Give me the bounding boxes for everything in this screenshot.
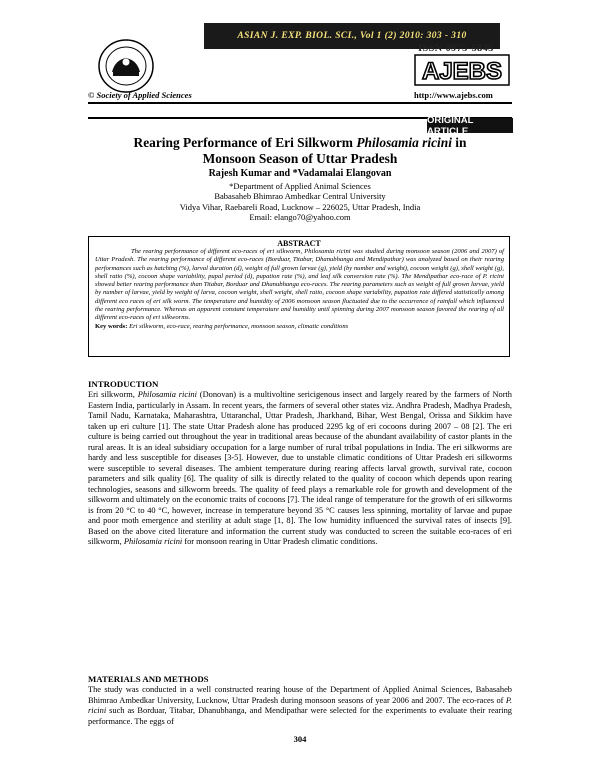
abstract-text: The rearing performance of different eco-races of eri silkworm, Philosamia ricini was studied during monsoon season (2006 and 2007) of Uttar Pradesh. The rearing performance of different eco-races (Borduar, Titabar, Dhanubhanga and Mendipathar) was analyzed based on their rearing performances such as hatching (%), larval duration (d), weight of full grown larvae (g), yield (by number and weight), cocoon weight (g), shell weight (g), shell ratio (%), cocoon shape variability, pupal period (d), pupation rate (%), and leaf silk conversion rate (%). The Mendipathar eco-race of P. ricini showed better rearing performance than Titabar, Borduar and Dhanubhanga eco-races. The rearing parameters such as weight of full grown larvae, yield by number of larvae, yield by weight of larva, cocoon weight, shell weight, shell ratio, cocoon shape variability, pupation rate differed statistically among different eco races of eri silk worm. The temperature and humidity of 2006 monsoon season fluctuated due to the occurrence of rainfall which influenced the rearing performance. Whereas an apparent constant temperature and humidity until spinning during 2007 monsoon season favored the rearing of all different eco-races of eri silkworms. — [95, 248, 504, 322]
introduction-body — [88, 390, 512, 548]
affiliation-block — [88, 181, 512, 222]
author-list: Rajesh Kumar and *Vadamalai Elangovan — [208, 168, 392, 179]
keywords-label: Key words: — [95, 322, 128, 330]
intro-text-start: Eri silkworm, — [88, 390, 138, 399]
article-type-badge — [427, 114, 513, 137]
affiliation-university: Babasaheb Bhimrao Ambedkar Central University — [214, 191, 386, 202]
page-number: 304 — [293, 734, 307, 744]
affiliation-email: Email: elango70@yahoo.com — [249, 211, 351, 222]
methods-text-start: The study was conducted in a well constructed rearing house of the Department of Applied Animal Sciences, Babasaheb Bhimrao Ambedkar University, Lucknow, Uttar Pradesh during monsoon seasons of year 2006 and 2007. The eco-races of — [88, 685, 512, 705]
intro-species: Philosamia ricini — [137, 390, 197, 399]
abstract-heading: ABSTRACT — [277, 239, 321, 248]
ajebs-logo — [414, 54, 510, 86]
society-copyright: © Society of Applied Sciences — [88, 90, 192, 100]
methods-species: P. ricini — [88, 695, 512, 715]
keywords-list: Eri silkworm, eco-race, rearing performance, monsoon season, climatic conditions — [127, 322, 349, 330]
methods-paragraph — [88, 685, 512, 727]
keywords-line — [95, 323, 504, 331]
ajebs-logo-icon — [414, 54, 510, 86]
journal-citation: ASIAN J. EXP. BIOL. SCI., Vol 1 (2) 2010: 303 - 310 — [237, 31, 467, 41]
title-line1-post: in — [451, 135, 467, 150]
introduction-heading: INTRODUCTION — [88, 379, 159, 389]
ajebs-logo-text: AJEBS — [421, 58, 503, 85]
title-line2: Monsoon Season of Uttar Pradesh — [202, 150, 398, 166]
introduction-paragraph — [88, 390, 512, 548]
intro-text-mid: (Donovan) is a multivoltine sericigenous insect and largely reared by the farmers of North Eastern India, particularly in Assam. In recent years, the farmers of several other states viz. Andhra Pradesh, Madhya Pradesh, Tamil Nadu, Karnataka, Maharashtra, Uttaranchal, Uttar Pradesh, Jharkhand, Bihar, West Bengal, Orissa and Sikkim have taken up eri culture [1]. The state Uttar Pradesh alone has produced 2295 kg of eri cocoons during 2007 – 08 [2]. The eri culture is being carried out throughout the year in traditional areas because of the abundant availability of castor plants in the rural areas. It is an ideal subsidiary occupation for a large number of rural tribal populations in India. The eri silkworms are hardy and less susceptible for diseases [3-5]. However, due to unstable climatic conditions of Uttar Pradesh eri silkworms were susceptible to several diseases. The ambient temperature during rearing affects larval growth, survival rate, cocoon parameters and silk quality [6]. The quality of silk is directly related to the quality of cocoon which depends upon rearing technologies, seasons and silkworm breeds. The quality of feed plays a remarkable role for growth and development of the silkworm and ultimately on the economic traits of cocoons [7]. The ideal range of temperature for the growth of eri silkworms is from 20 °C to 40 °C, however, increase in temperature beyond 35 °C causes less spinning, mortality of larvae and pupae and poor moth emergence and sterility at adult stage [1, 8]. The low humidity influenced the survival rates of insects [9]. Based on the above cited literature and information the current study was conducted to screen the suitable eco-races of eri silkworm, — [88, 390, 512, 546]
title-species: Philosamia ricini — [356, 135, 452, 150]
article-type-label: ORIGINAL ARTICLE — [427, 114, 474, 137]
journal-url-link[interactable]: http://www.ajebs.com — [414, 90, 493, 100]
header-divider — [88, 102, 512, 104]
article-title — [88, 135, 512, 166]
society-logo — [95, 38, 157, 94]
intro-text-end: for monsoon rearing in Uttar Pradesh climatic conditions. — [182, 537, 378, 546]
affiliation-address: Vidya Vihar, Raebareli Road, Lucknow – 226025, Uttar Pradesh, India — [179, 201, 421, 212]
issn-number: ISSN 0975-5845 — [418, 43, 494, 54]
methods-text-end: such as Borduar, Titabar, Dhanubhanga, and Mendipathar were selected for the experiments to evaluate their rearing performance. The eggs of — [88, 706, 512, 726]
intro-species-2: Philosamia ricini — [123, 537, 183, 546]
methods-heading: MATERIALS AND METHODS — [88, 674, 209, 684]
title-line1-pre: Rearing Performance of Eri Silkworm — [133, 135, 357, 150]
affiliation-department: *Department of Applied Animal Sciences — [229, 181, 371, 191]
methods-body — [88, 685, 512, 727]
abstract-body — [95, 248, 504, 331]
society-logo-icon — [95, 38, 157, 94]
